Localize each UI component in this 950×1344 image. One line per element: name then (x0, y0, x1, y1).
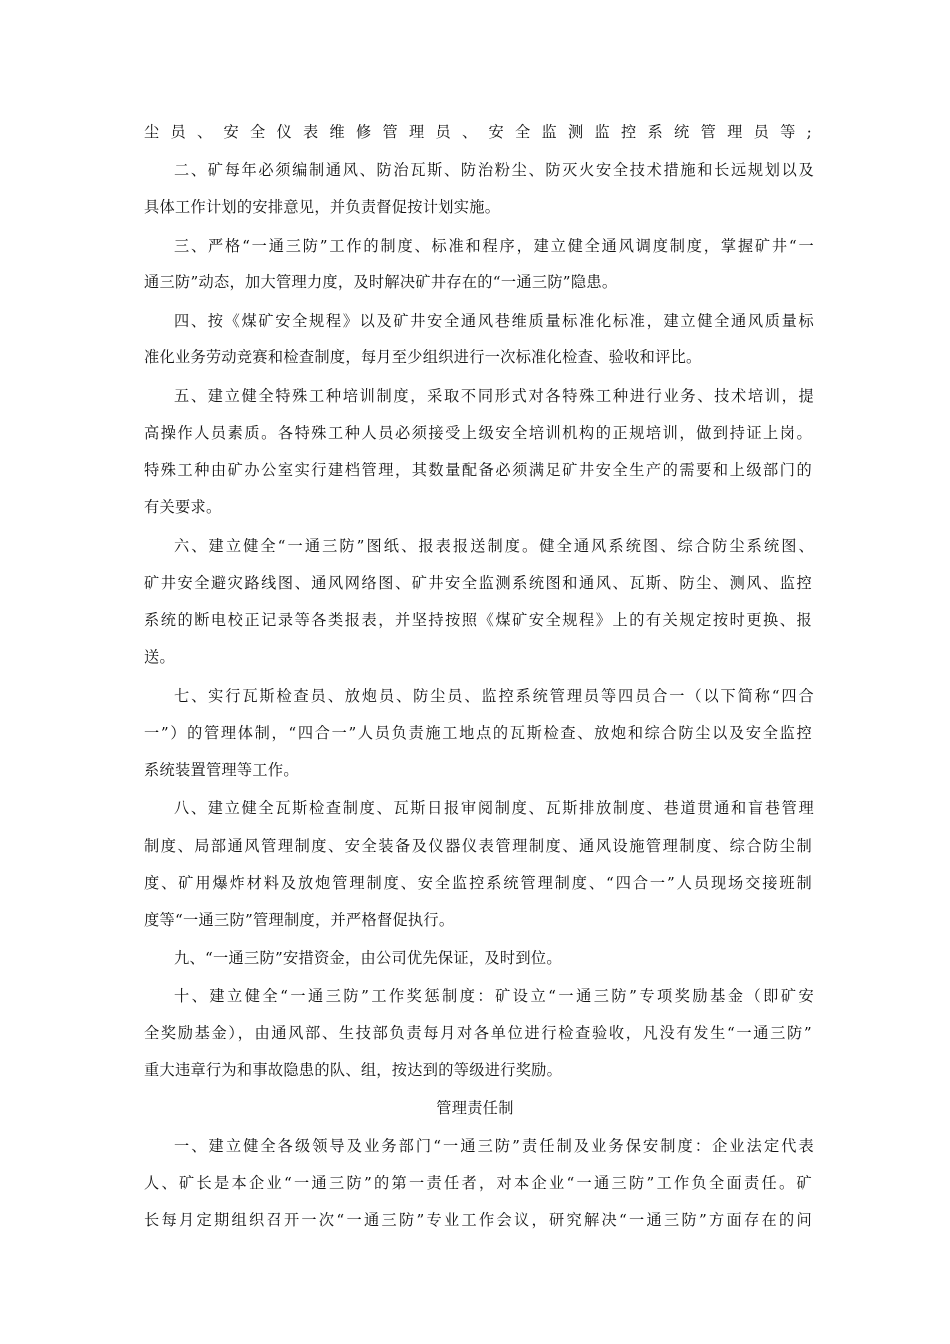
text-line: 人、矿长是本企业“一通三防”的第一责任者，对本企业“一通三防”工作负全面责任。矿 (144, 1174, 812, 1192)
text-line: 全奖励基金），由通风部、生技部负责每月对各单位进行检查验收，凡没有发生“一通三防” (144, 1024, 812, 1042)
text-line: 有关要求。 (144, 498, 222, 516)
text-line: 度、矿用爆炸材料及放炮管理制度、安全监控系统管理制度、“四合一”人员现场交接班制 (144, 874, 812, 892)
text-line: 尘员、安全仪表维修管理员、安全监测监控系统管理员等; (144, 123, 812, 141)
text-line: 八、建立健全瓦斯检查制度、瓦斯日报审阅制度、瓦斯排放制度、巷道贯通和盲巷管理 (174, 799, 814, 817)
text-line: 系统的断电校正记录等各类报表，并坚持按照《煤矿安全规程》上的有关规定按时更换、报 (144, 611, 812, 629)
text-line: 高操作人员素质。各特殊工种人员必须接受上级安全培训机构的正规培训，做到持证上岗。 (144, 424, 812, 442)
text-line: 特殊工种由矿办公室实行建档管理，其数量配备必须满足矿井安全生产的需要和上级部门的 (144, 461, 812, 479)
text-line: 送。 (144, 648, 175, 666)
text-line: 二、矿每年必须编制通风、防治瓦斯、防治粉尘、防灭火安全技术措施和长远规划以及 (174, 161, 814, 179)
text-line: 长每月定期组织召开一次“一通三防”专业工作会议，研究解决“一通三防”方面存在的问 (144, 1211, 812, 1229)
text-line: 准化业务劳动竞赛和检查制度，每月至少组织进行一次标准化检查、验收和评比。 (144, 348, 702, 366)
text-line: 具体工作计划的安排意见，并负责督促按计划实施。 (144, 198, 501, 216)
text-line: 一”）的管理体制，“四合一”人员负责施工地点的瓦斯检查、放炮和综合防尘以及安全监控 (144, 724, 812, 742)
section-heading: 管理责任制 (436, 1099, 514, 1117)
text-line: 重大违章行为和事故隐患的队、组，按达到的等级进行奖励。 (144, 1061, 563, 1079)
text-line: 五、建立健全特殊工种培训制度，采取不同形式对各特殊工种进行业务、技术培训，提 (174, 387, 814, 405)
text-line: 九、“一通三防”安措资金，由公司优先保证，及时到位。 (174, 949, 562, 967)
text-line: 三、严格“一通三防”工作的制度、标准和程序，建立健全通风调度制度，掌握矿井“一 (174, 237, 814, 255)
text-line: 四、按《煤矿安全规程》以及矿井安全通风巷维质量标准化标准，建立健全通风质量标 (174, 312, 814, 330)
text-line: 六、建立健全“一通三防”图纸、报表报送制度。健全通风系统图、综合防尘系统图、 (174, 537, 814, 555)
text-line: 矿井安全避灾路线图、通风网络图、矿井安全监测系统图和通风、瓦斯、防尘、测风、监控 (144, 574, 812, 592)
text-line: 通三防”动态，加大管理力度，及时解决矿井存在的“一通三防”隐患。 (144, 273, 618, 291)
text-line: 制度、局部通风管理制度、安全装备及仪器仪表管理制度、通风设施管理制度、综合防尘制 (144, 837, 812, 855)
text-line: 七、实行瓦斯检查员、放炮员、防尘员、监控系统管理员等四员合一（以下简称“四合 (174, 687, 814, 705)
text-line: 一、建立健全各级领导及业务部门“一通三防”责任制及业务保安制度：企业法定代表 (174, 1137, 814, 1155)
text-line: 度等“一通三防”管理制度，并严格督促执行。 (144, 911, 455, 929)
text-line: 系统装置管理等工作。 (144, 761, 299, 779)
text-line: 十、建立健全“一通三防”工作奖惩制度：矿设立“一通三防”专项奖励基金（即矿安 (174, 987, 814, 1005)
